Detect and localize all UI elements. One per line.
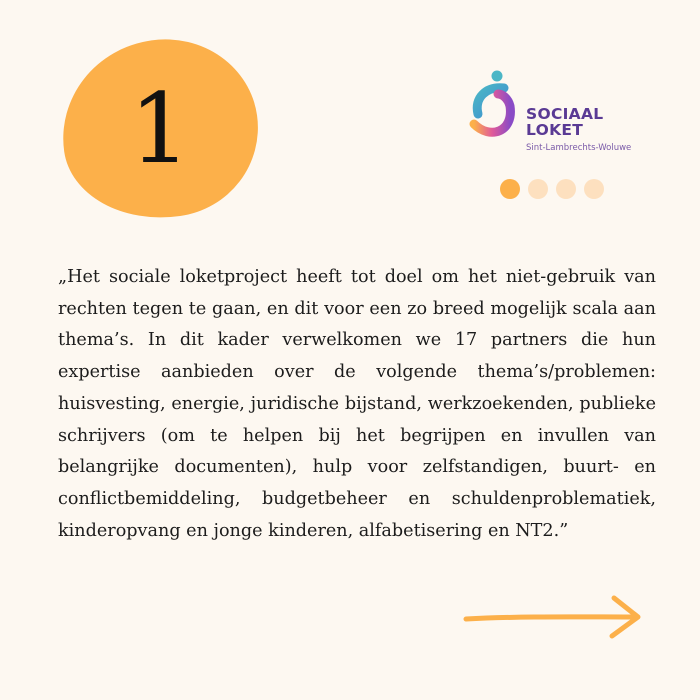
slide-pagination [500, 179, 604, 199]
step-number: 1 [129, 73, 191, 185]
quote-text: „Het sociale loketproject heeft tot doel om het niet-gebruik van rechten tegen te gaan, en dit voor een zo breed mogelijk scala aan thema’s. In dit kader verwelkomen we 17 partners die hun expertise aanbieden over de volgende thema’s/problemen: huisvesting, energie, juridische bijstand, werkzoekenden, publieke schrijvers (om te helpen bij het begrijpen en invullen van belangrijke documenten), hulp voor zelfstandigen, buurt- en conflictbemiddeling, budgetbeheer en schuldenproblematiek, kinderopvang en jonge kinderen, alfabetisering en NT2.” [58, 267, 656, 541]
pagination-dot-1[interactable] [500, 179, 520, 199]
pagination-dot-2[interactable] [528, 179, 548, 199]
sociaal-loket-logo [468, 68, 632, 158]
logo-title [526, 106, 603, 138]
pagination-dot-4[interactable] [584, 179, 604, 199]
arrow-right-icon[interactable] [462, 592, 644, 642]
logo-title-line2: LOKET [526, 121, 584, 139]
pagination-dot-3[interactable] [556, 179, 576, 199]
logo-title-line1: SOCIAAL [526, 105, 604, 123]
sociaal-loket-logo-icon [468, 68, 532, 140]
logo-subtitle: Sint-Lambrechts-Woluwe [526, 143, 632, 153]
